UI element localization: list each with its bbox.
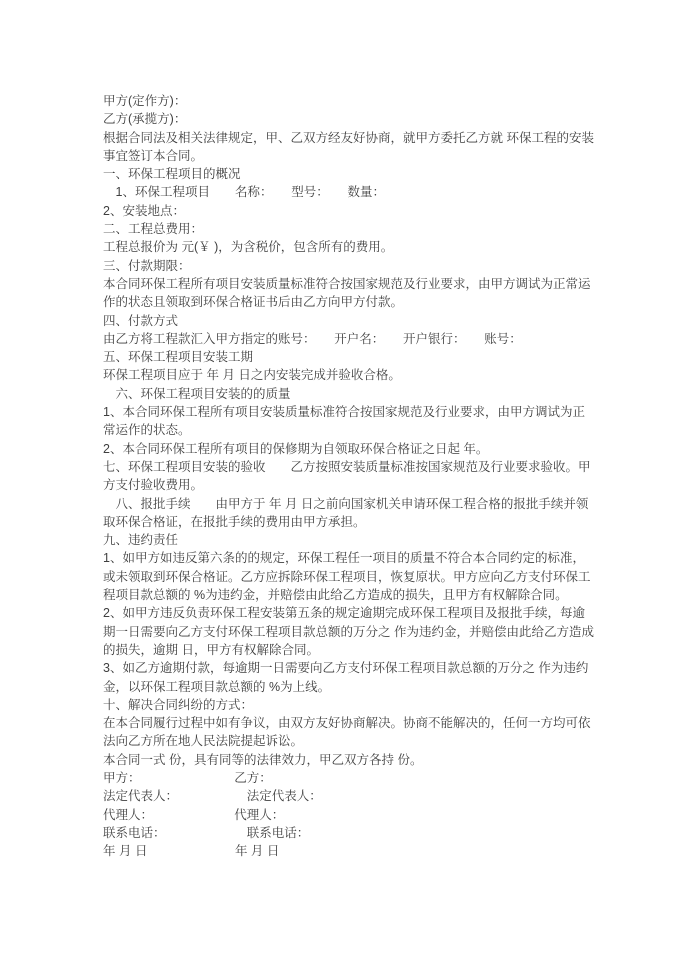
text-line: 1、如甲方如违反第六条的的规定，环保工程任一项目的质量不符合本合同约定的标准， [103, 551, 585, 566]
text-line: 程项目款总额的 %为违约金，并赔偿由此给乙方造成的损失，且甲方有权解除合同。 [103, 588, 568, 603]
text-line: 在本合同履行过程中如有争议，由双方友好协商解决。协商不能解决的，任何一方均可依 [103, 716, 591, 731]
text-line: 本合同一式 份，具有同等的法律效力，甲乙双方各持 份。 [103, 752, 423, 767]
text-line: 联系电话： 联系电话： [103, 825, 310, 840]
text-line: 八、报批手续 由甲方于 年 月 日之前向国家机关申请环保工程合格的报批手续并领 [103, 496, 589, 511]
text-line: 甲方(定作方)： [103, 94, 187, 108]
text-line: 四、付款方式 [103, 313, 179, 328]
text-line: 代理人： 代理人： [103, 807, 285, 822]
text-line: 根据合同法及相关法律规定，甲、乙双方经友好协商，就甲方委托乙方就 环保工程的安装 [103, 130, 594, 145]
text-line: 法定代表人： 法定代表人： [103, 789, 322, 804]
text-line: 环保工程项目应于 年 月 日之内安装完成并验收合格。 [103, 368, 401, 383]
text-line: 2、本合同环保工程所有项目的保修期为自领取环保合格证之日起 年。 [103, 441, 489, 456]
text-line: 工程总报价为 元(￥ )，为含税价，包含所有的费用。 [103, 240, 394, 255]
text-line: 二、工程总费用： [103, 222, 204, 237]
text-line: 或未领取到环保合格证。乙方应拆除环保工程项目，恢复原状。甲方应向乙方支付环保工 [103, 569, 591, 584]
text-line: 方支付验收费用。 [103, 478, 204, 493]
text-line: 作的状态且领取到环保合格证书后由乙方向甲方付款。 [103, 295, 404, 310]
text-line: 乙方(承揽方)： [103, 112, 187, 127]
text-line: 三、付款期限： [103, 258, 191, 273]
text-line: 事宜签订本合同。 [103, 148, 204, 163]
text-line: 六、环保工程项目安装的的质量 [103, 386, 291, 401]
text-line: 3、如乙方逾期付款，每逾期一日需要向乙方支付环保工程项目款总额的万分之 作为违约 [103, 661, 589, 676]
text-line: 金，以环保工程项目款总额的 %为上线。 [103, 679, 331, 694]
text-line: 的损失，逾期 日，甲方有权解除合同。 [103, 642, 319, 657]
text-line: 1、环保工程项目 名称： 型号： 数量： [103, 185, 385, 200]
text-line: 1、本合同环保工程所有项目安装质量标准符合按国家规范及行业要求，由甲方调试为正 [103, 405, 585, 420]
text-line: 十、解决合同纠纷的方式： [103, 697, 254, 712]
text-line: 本合同环保工程所有项目安装质量标准符合按国家规范及行业要求，由甲方调试为正常运 [103, 276, 591, 291]
text-line: 甲方： 乙方： [103, 770, 272, 785]
text-line: 法向乙方所在地人民法院提起诉讼。 [103, 734, 304, 749]
text-line: 年 月 日 年 月 日 [103, 844, 280, 859]
text-line: 期一日需要向乙方支付环保工程项目款总额的万分之 作为违约金，并赔偿由此给乙方造成 [103, 624, 594, 639]
text-line: 2、如甲方违反负责环保工程安装第五条的规定逾期完成环保工程项目及报批手续，每逾 [103, 606, 585, 621]
text-line: 九、违约责任 [103, 533, 179, 548]
text-line: 五、环保工程项目安装工期 [103, 350, 254, 365]
document-body [103, 92, 623, 860]
text-line: 由乙方将工程款汇入甲方指定的账号： 开户名： 开户银行： 账号： [103, 331, 522, 346]
text-line: 七、环保工程项目安装的验收 乙方按照安装质量标准按国家规范及行业要求验收。甲 [103, 459, 591, 474]
text-line: 一、环保工程项目的概况 [103, 167, 241, 182]
text-line: 常运作的状态。 [103, 423, 191, 438]
text-line: 2、安装地点： [103, 203, 185, 218]
text-line: 取环保合格证，在报批手续的费用由甲方承担。 [103, 514, 366, 529]
